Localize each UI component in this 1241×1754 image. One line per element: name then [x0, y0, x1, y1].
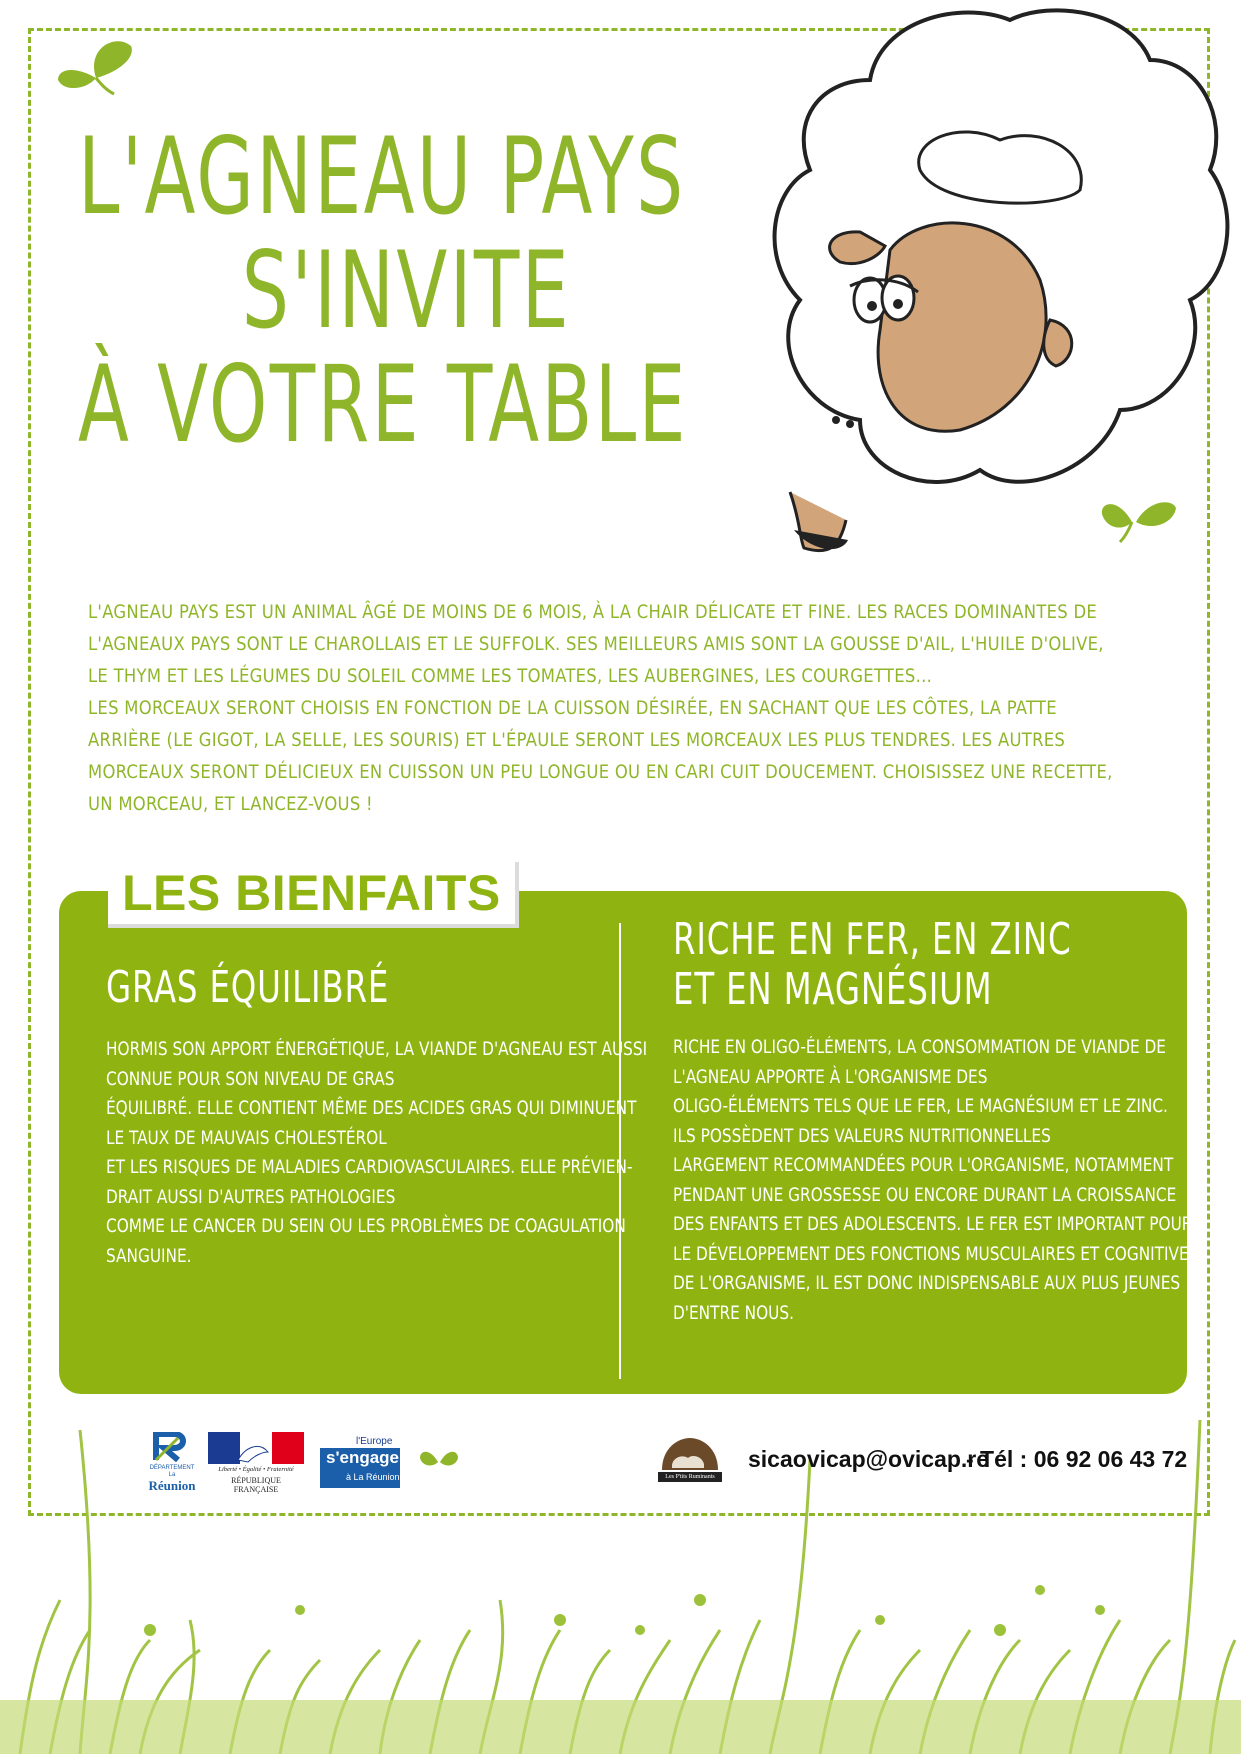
- benefits-badge: LES BIENFAITS: [108, 862, 519, 928]
- logo-ovicap: [658, 1436, 722, 1482]
- title-line-2: S'INVITE: [241, 229, 571, 352]
- logo-text: Liberté • Égalité • Fraternité: [218, 1466, 294, 1473]
- logo-text: Les P'tits Ruminants: [658, 1472, 722, 1482]
- benefit-line: LE DÉVELOPPEMENT DES FONCTIONS MUSCULAIRES ET COGNITIVES: [673, 1243, 1199, 1265]
- benefit-line: LE TAUX DE MAUVAIS CHOLESTÉROL: [106, 1127, 387, 1149]
- benefit-line: L'AGNEAU APPORTE À L'ORGANISME DES: [673, 1066, 988, 1088]
- benefit-line: LARGEMENT RECOMMANDÉES POUR L'ORGANISME, NOTAMMENT: [673, 1155, 1174, 1176]
- logo-europe: [320, 1436, 400, 1488]
- benefit-text: [106, 1035, 647, 1271]
- logo-text: RÉPUBLIQUE FRANÇAISE: [231, 1476, 281, 1494]
- title-line-3: À VOTRE TABLE: [78, 343, 688, 466]
- reunion-r-icon: [152, 1432, 192, 1462]
- benefit-line: DE L'ORGANISME, IL EST DONC INDISPENSABLE AUX PLUS JEUNES: [673, 1273, 1181, 1294]
- intro-paragraph-1: L'AGNEAU PAYS EST UN ANIMAL ÂGÉ DE MOINS DE 6 MOIS, À LA CHAIR DÉLICATE ET FINE. LES RACES DOMINANTES DE L'AGNEAUX PAYS SONT LE CHAROLLAIS ET LE SUFFOLK. SES MEILLEURS AMIS SONT LA GOUSSE D'AIL, L'HUILE D'OLIVE, LE THYM ET LES LÉGUMES DU SOLEIL COMME LES TOMATES, LES AUBERGINES, LES COURGETTES...: [88, 601, 1104, 687]
- logo-text: Réunion: [148, 1478, 196, 1493]
- benefit-line: ÉQUILIBRÉ. ELLE CONTIENT MÊME DES ACIDES GRAS QUI DIMINUENT: [106, 1098, 637, 1119]
- benefit-heading: GRAS ÉQUILIBRÉ: [106, 962, 390, 1013]
- logo-text: s'engage: [326, 1448, 400, 1467]
- marianne-icon: [208, 1432, 304, 1464]
- benefit-line: COMME LE CANCER DU SEIN OU LES PROBLÈMES DE COAGULATION: [106, 1216, 626, 1237]
- logo-departement-reunion: [144, 1432, 200, 1493]
- ruminants-icon: [658, 1436, 722, 1472]
- benefit-line: DES ENFANTS ET DES ADOLESCENTS. LE FER EST IMPORTANT POUR: [673, 1214, 1193, 1235]
- benefit-heading-line-2: ET EN MAGNÉSIUM: [673, 964, 993, 1015]
- benefit-heading-line-1: RICHE EN FER, EN ZINC: [673, 914, 1072, 965]
- contact-phone: - Tél : 06 92 06 43 72: [966, 1446, 1188, 1472]
- benefit-line: ET LES RISQUES DE MALADIES CARDIOVASCULAIRES. ELLE PRÉVIEN-: [106, 1157, 633, 1178]
- benefit-line: D'ENTRE NOUS.: [673, 1302, 794, 1324]
- benefit-line: PENDANT UNE GROSSESSE OU ENCORE DURANT LA CROISSANCE: [673, 1184, 1177, 1206]
- intro-text: [88, 596, 1115, 820]
- benefit-line: DRAIT AUSSI D'AUTRES PATHOLOGIES: [106, 1186, 396, 1208]
- benefit-line: OLIGO-ÉLÉMENTS TELS QUE LE FER, LE MAGNÉSIUM ET LE ZINC.: [673, 1096, 1168, 1117]
- benefit-fer-zinc-magnesium: [673, 915, 1241, 1328]
- logo-text: à La Réunion: [346, 1472, 400, 1482]
- contact-email[interactable]: sicaovicap@ovicap.re: [748, 1446, 990, 1472]
- logo-republique-francaise: [208, 1432, 304, 1494]
- benefit-line: ILS POSSÈDENT DES VALEURS NUTRITIONNELLES: [673, 1125, 1051, 1147]
- butterfly-icon: [56, 38, 136, 96]
- benefit-line: CONNUE POUR SON NIVEAU DE GRAS: [106, 1068, 395, 1090]
- benefit-line: SANGUINE.: [106, 1245, 192, 1267]
- title-line-1: L'AGNEAU PAYS: [78, 115, 686, 238]
- benefit-text: [673, 1033, 1198, 1328]
- intro-paragraph-2: LES MORCEAUX SERONT CHOISIS EN FONCTION DE LA CUISSON DÉSIRÉE, EN SACHANT QUE LES CÔTES, LA PATTE ARRIÈRE (LE GIGOT, LA SELLE, LES SOURIS) ET L'ÉPAULE SERONT LES MORCEAUX LES PLUS TENDRES. LES AUTRES MORCEAUX SERONT DÉLICIEUX EN CUISSON UN PEU LONGUE OU EN CARI CUIT DOUCEMENT. CHOISISSEZ UNE RECETTE, UN MORCEAU, ET LANCEZ-VOUS !: [88, 697, 1113, 815]
- benefit-line: RICHE EN OLIGO-ÉLÉMENTS, LA CONSOMMATION DE VIANDE DE: [673, 1037, 1166, 1058]
- page-title: [78, 115, 798, 466]
- logo-text: l'Europe: [356, 1436, 393, 1447]
- logo-text: DÉPARTEMENT: [149, 1465, 195, 1471]
- logo-text: La: [168, 1472, 176, 1478]
- benefit-line: HORMIS SON APPORT ÉNERGÉTIQUE, LA VIANDE D'AGNEAU EST AUSSI: [106, 1039, 648, 1060]
- sheep-illustration: [760, 0, 1241, 565]
- benefit-gras-equilibre: [106, 963, 694, 1271]
